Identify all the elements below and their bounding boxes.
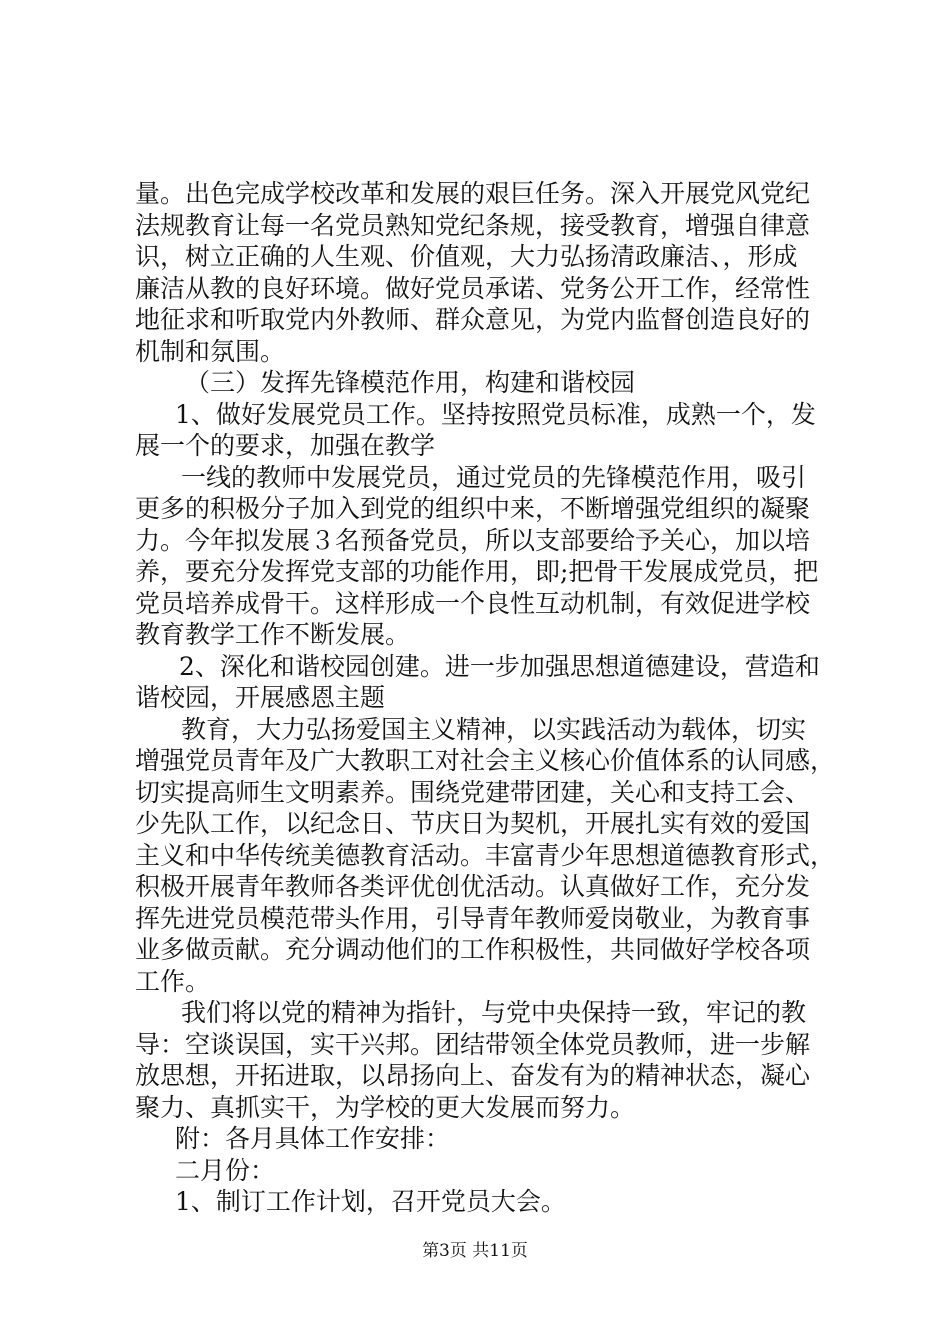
text-line: 教育教学工作不断发展。 (135, 620, 411, 649)
body-text (135, 178, 835, 1218)
page-footer: 第3页 共11页 (422, 1241, 528, 1261)
text-line: 1、做好发展党员工作。坚持按照党员标准，成熟一个，发 (175, 399, 816, 429)
section-heading: （三）发挥先锋模范作用，构建和谐校园 (185, 368, 636, 397)
text-line: 廉洁从教的良好环境。做好党员承诺、党务公开工作，经常性 (135, 273, 811, 303)
text-line: 放思想，开拓进取，以昂扬向上、奋发有为的精神状态，凝心 (135, 1061, 811, 1090)
text-line: 附：各月具体工作安排： (175, 1124, 451, 1153)
text-line: 切实提高师生文明素养。围绕党建带团建，关心和支持工会、 (135, 777, 811, 807)
text-line: 我们将以党的精神为指针，与党中央保持一致，牢记的教 (181, 998, 807, 1027)
text-line: 一线的教师中发展党员，通过党员的先锋模范作用，吸引 (181, 462, 807, 492)
text-line: 识，树立正确的人生观、价值观，大力弘扬清政廉洁、，形成 (135, 242, 798, 271)
text-line: 教育，大力弘扬爱国主义精神，以实践活动为载体，切实 (181, 714, 807, 744)
text-line: 地征求和听取党内外教师、群众意见，为党内监督创造良好的 (135, 305, 811, 334)
text-line: 1、制订工作计划，召开党员大会。 (175, 1187, 566, 1216)
text-line: 导：空谈误国，实干兴邦。团结带领全体党员教师，进一步解 (135, 1029, 811, 1059)
text-line: 展一个的要求，加强在教学 (135, 431, 436, 460)
text-line: 谐校园，开展感恩主题 (135, 683, 386, 712)
text-line: 工作。 (135, 966, 211, 996)
text-line: 二月份： (175, 1155, 276, 1185)
text-line: 增强党员青年及广大教职工对社会主义核心价值体系的认同感， (135, 746, 835, 775)
text-line: 2、深化和谐校园创建。进一步加强思想道德建设，营造和 (179, 651, 820, 681)
text-line: 法规教育让每一名党员熟知党纪条规，接受教育，增强自律意 (135, 210, 811, 240)
text-line: 积极开展青年教师各类评优创优活动。认真做好工作，充分发 (135, 872, 811, 901)
text-line: 聚力、真抓实干，为学校的更大发展而努力。 (135, 1092, 636, 1122)
text-line: 挥先进党员模范带头作用，引导青年教师爱岗敬业，为教育事 (135, 903, 811, 933)
text-line: 机制和氛围。 (135, 336, 286, 366)
text-line: 量。出色完成学校改革和发展的艰巨任务。深入开展党风党纪 (135, 179, 811, 208)
text-line: 养，要充分发挥党支部的功能作用，即;把骨干发展成党员，把 (135, 557, 819, 586)
text-line: 主义和中华传统美德教育活动。丰富青少年思想道德教育形式， (135, 840, 835, 870)
text-line: 力。今年拟发展３名预备党员，所以支部要给予关心，加以培 (135, 525, 811, 555)
text-line: 更多的积极分子加入到党的组织中来，不断增强党组织的凝聚 (135, 494, 811, 523)
text-line: 少先队工作，以纪念日、节庆日为契机，开展扎实有效的爱国 (135, 809, 811, 838)
text-line: 业多做贡献。充分调动他们的工作积极性，共同做好学校各项 (135, 935, 811, 964)
text-line: 党员培养成骨干。这样形成一个良性互动机制，有效促进学校 (135, 588, 811, 618)
